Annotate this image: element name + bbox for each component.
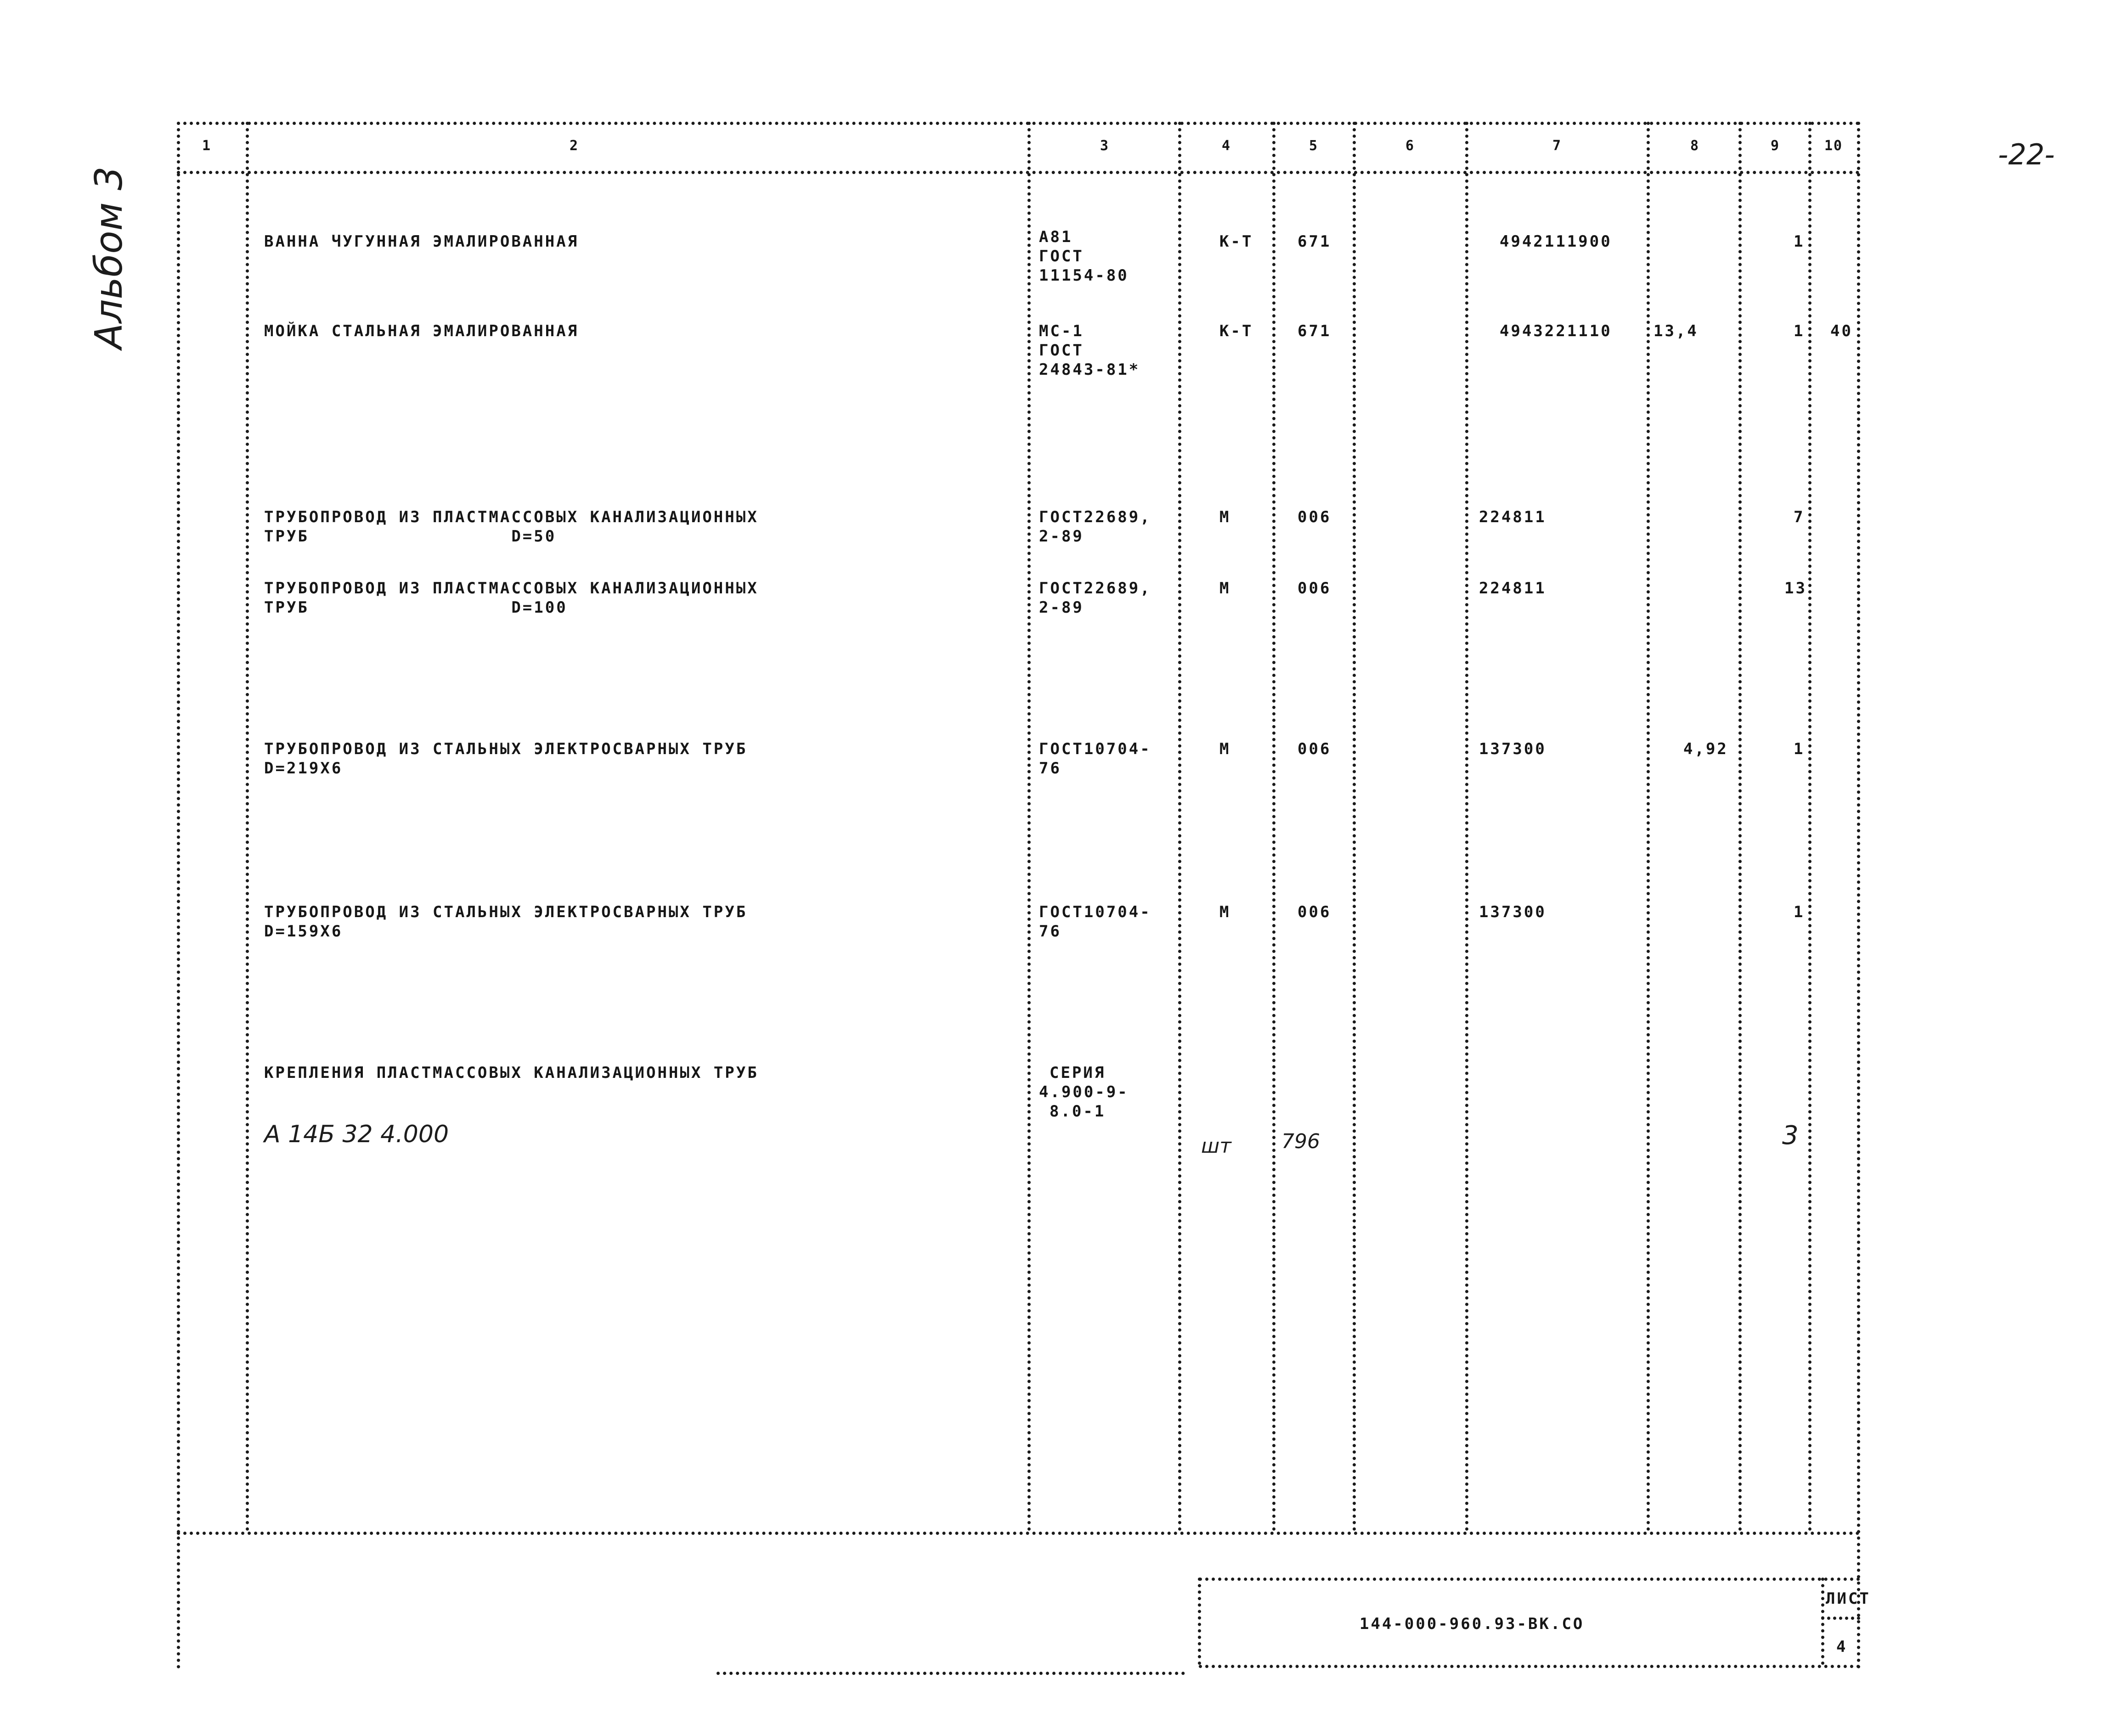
item-code: 4942111900	[1500, 232, 1612, 251]
item-unit-code: 006	[1298, 579, 1332, 597]
document-code: 144-000-960.93-ВК.СО	[1360, 1615, 1585, 1633]
bottom-trim-line	[717, 1672, 1185, 1675]
column-header-6: 6	[1405, 138, 1415, 154]
item-designation-line: 24843-81*	[1039, 361, 1140, 379]
handwritten-drawing-ref: А 14Б 32 4.000	[264, 1121, 449, 1148]
column-header-1: 1	[202, 138, 212, 154]
item-designation-line: 2-89	[1039, 598, 1084, 617]
item-qty: 1	[1794, 322, 1805, 340]
col-sep-1	[246, 122, 249, 1532]
item-name: ТРУБОПРОВОД ИЗ СТАЛЬНЫХ ЭЛЕКТРОСВАРНЫХ ТРУБ D=159Х6	[264, 903, 748, 941]
item-designation-line: 11154-80	[1039, 266, 1129, 285]
sheet-box-left-border	[1821, 1578, 1824, 1665]
item-mass: 13,4	[1653, 322, 1698, 340]
album-label: Альбом 3	[87, 166, 131, 349]
item-code: 224811	[1479, 508, 1546, 526]
item-unit-code: 006	[1298, 508, 1332, 526]
item-name: ТРУБОПРОВОД ИЗ ПЛАСТМАССОВЫХ КАНАЛИЗАЦИОННЫХ ТРУБ D=50	[264, 508, 759, 546]
item-mass: 4,92	[1683, 740, 1728, 758]
item-designation-line: А81	[1039, 228, 1073, 246]
column-header-10: 10	[1824, 138, 1843, 154]
item-qty: 7	[1794, 508, 1805, 526]
col-sep-3	[1178, 122, 1181, 1532]
item-designation-line: 8.0-1	[1050, 1102, 1106, 1121]
item-qty: 1	[1794, 740, 1805, 758]
handwritten-unit-code: 796	[1281, 1130, 1320, 1153]
border-right	[1857, 122, 1860, 1669]
item-designation-line: 76	[1039, 922, 1061, 941]
column-header-5: 5	[1309, 138, 1319, 154]
item-designation-line: 4.900-9-	[1039, 1083, 1129, 1101]
column-header-3: 3	[1100, 138, 1110, 154]
item-unit: К-Т	[1219, 232, 1253, 251]
col-sep-2	[1027, 122, 1031, 1532]
item-designation-line: 76	[1039, 759, 1061, 778]
item-note: 40	[1830, 322, 1853, 340]
item-name: ТРУБОПРОВОД ИЗ ПЛАСТМАССОВЫХ КАНАЛИЗАЦИОННЫХ ТРУБ D=100	[264, 579, 759, 617]
item-unit: К-Т	[1219, 322, 1253, 340]
item-unit-code: 671	[1298, 232, 1332, 251]
item-designation-line: МС-1	[1039, 322, 1084, 340]
column-header-4: 4	[1222, 138, 1231, 154]
item-designation-line: СЕРИЯ	[1050, 1064, 1106, 1082]
item-designation-line: 2-89	[1039, 527, 1084, 546]
item-name: ТРУБОПРОВОД ИЗ СТАЛЬНЫХ ЭЛЕКТРОСВАРНЫХ ТРУБ D=219Х6	[264, 740, 748, 778]
column-header-2: 2	[570, 138, 579, 154]
item-unit: М	[1219, 903, 1231, 921]
item-designation-line: ГОСТ	[1039, 247, 1084, 265]
border-left	[177, 122, 180, 1669]
title-block-top-border	[1199, 1578, 1860, 1581]
item-qty: 1	[1794, 232, 1805, 251]
col-sep-6	[1465, 122, 1468, 1532]
table-top-border	[177, 122, 1860, 125]
item-code: 4943221110	[1500, 322, 1612, 340]
item-designation-line: ГОСТ22689,	[1039, 579, 1151, 597]
item-qty: 1	[1794, 903, 1805, 921]
sheet-number: 4	[1836, 1638, 1848, 1656]
item-unit: М	[1219, 508, 1231, 526]
item-code: 137300	[1479, 903, 1546, 921]
item-unit-code: 006	[1298, 903, 1332, 921]
item-designation-line: ГОСТ10704-	[1039, 740, 1151, 758]
item-qty: 13	[1784, 579, 1807, 597]
sheet-label: ЛИСТ	[1826, 1589, 1871, 1608]
item-designation-line: ГОСТ22689,	[1039, 508, 1151, 526]
column-header-8: 8	[1690, 138, 1700, 154]
item-designation-line: ГОСТ	[1039, 341, 1084, 360]
col-sep-8	[1738, 122, 1742, 1532]
title-block-left-border	[1198, 1578, 1201, 1665]
page-number: -22-	[1998, 138, 2055, 171]
item-unit-code: 671	[1298, 322, 1332, 340]
col-sep-4	[1272, 122, 1275, 1532]
title-block-bottom-border	[1199, 1665, 1860, 1668]
item-unit: М	[1219, 579, 1231, 597]
col-sep-5	[1353, 122, 1356, 1532]
item-unit: М	[1219, 740, 1231, 758]
item-unit-code: 006	[1298, 740, 1332, 758]
item-name: ВАННА ЧУГУННАЯ ЭМАЛИРОВАННАЯ	[264, 232, 579, 251]
item-name: КРЕПЛЕНИЯ ПЛАСТМАССОВЫХ КАНАЛИЗАЦИОННЫХ ТРУБ	[264, 1064, 759, 1082]
handwritten-unit: шт	[1201, 1134, 1231, 1158]
header-row-border	[177, 171, 1860, 174]
item-code: 224811	[1479, 579, 1546, 597]
item-designation-line: ГОСТ10704-	[1039, 903, 1151, 921]
item-code: 137300	[1479, 740, 1546, 758]
column-header-7: 7	[1552, 138, 1562, 154]
handwritten-qty: 3	[1782, 1121, 1799, 1150]
table-body-bottom-border	[177, 1532, 1860, 1535]
col-sep-9	[1808, 122, 1811, 1532]
sheet-box-divider	[1821, 1617, 1860, 1620]
column-header-9: 9	[1771, 138, 1780, 154]
col-sep-7	[1647, 122, 1650, 1532]
item-name: МОЙКА СТАЛЬНАЯ ЭМАЛИРОВАННАЯ	[264, 322, 579, 340]
